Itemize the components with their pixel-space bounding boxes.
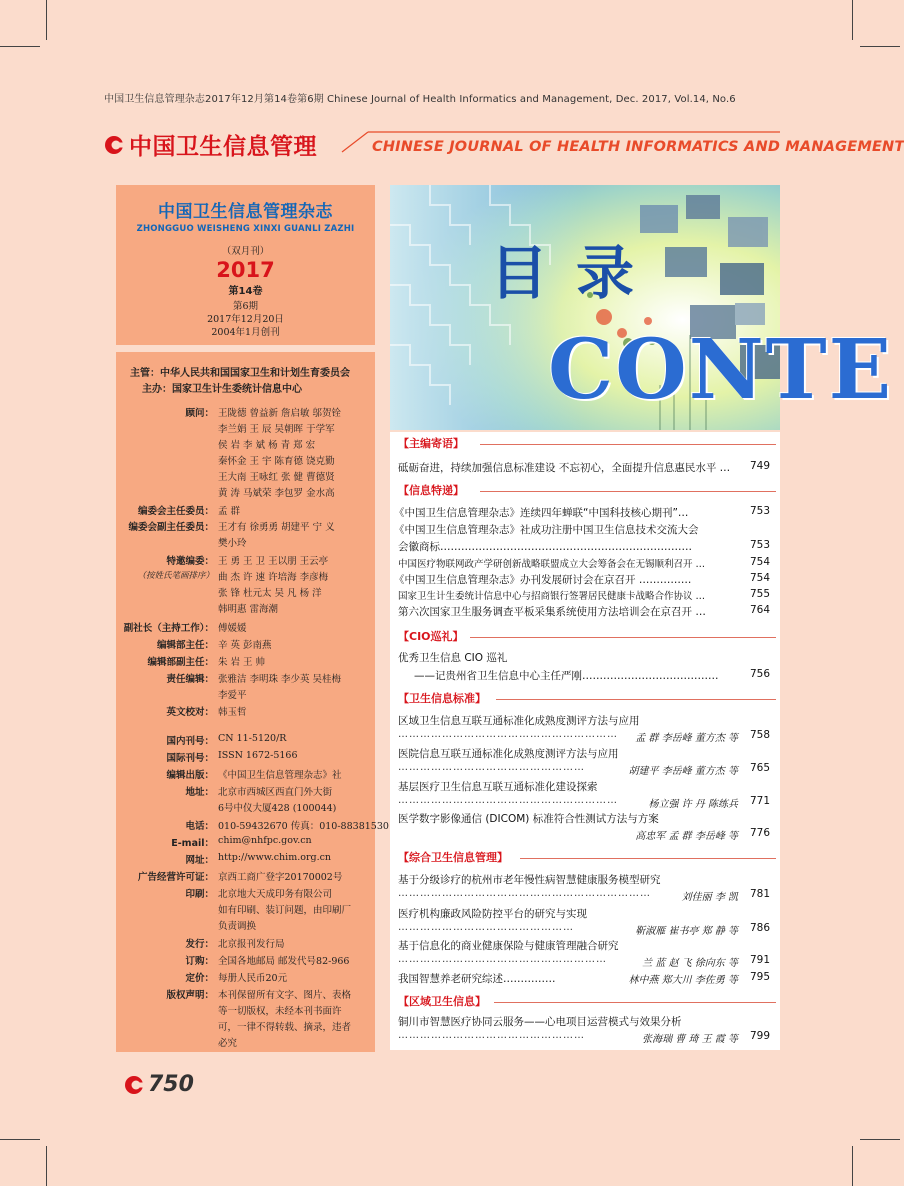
contents-title-cn: 目录 bbox=[490, 239, 663, 307]
toc-page: 749 bbox=[749, 460, 770, 472]
address-label: 地址： bbox=[185, 787, 214, 798]
deputy: 傅媛媛 bbox=[218, 623, 247, 634]
deputy-label: 副社长（主持工作）： bbox=[123, 623, 214, 634]
advisors-line: 侯 岩 李 斌 杨 青 郑 宏 bbox=[218, 440, 316, 451]
toc-page: 771 bbox=[749, 795, 770, 807]
special-editors-line: 张 锋 杜元太 吴 凡 杨 洋 bbox=[218, 588, 322, 599]
price-label: 定价： bbox=[185, 973, 214, 984]
toc-page: 799 bbox=[749, 1030, 770, 1042]
toc-authors: 杨立强 许 丹 陈练兵 bbox=[648, 799, 738, 810]
dept-head: 辛 英 彭南燕 bbox=[218, 640, 272, 651]
crop-mark bbox=[0, 1139, 40, 1140]
toc-page: 756 bbox=[749, 668, 770, 680]
page-number bbox=[124, 1072, 194, 1097]
distribution: 北京报刊发行局 bbox=[218, 939, 285, 950]
print-line: 负责调换 bbox=[218, 921, 257, 932]
advisors-label: 顾问： bbox=[185, 408, 214, 419]
section-rule bbox=[470, 637, 776, 638]
contents-title-en: CONTE bbox=[548, 322, 894, 418]
print-label: 印刷： bbox=[185, 889, 214, 900]
section-rule bbox=[480, 444, 776, 445]
running-header: 中国卫生信息管理杂志2017年12月第14卷第6期 Chinese Journal of Health Informatics and Management, Dec. 2017, Vol.14, No.6 bbox=[104, 94, 736, 105]
founded: 2004年1月创刊 bbox=[211, 327, 280, 338]
toc-authors: 林中燕 郑大川 李佐勇 等 bbox=[628, 975, 738, 986]
section-heading: 【卫生信息标准】 bbox=[398, 692, 486, 705]
toc-authors: 张海瑞 曹 琦 王 霞 等 bbox=[642, 1034, 738, 1045]
toc-page: 754 bbox=[749, 556, 770, 568]
publisher-label: 编辑出版： bbox=[166, 770, 214, 781]
section-heading: 【区域卫生信息】 bbox=[398, 995, 486, 1008]
toc-entry[interactable]: 区域卫生信息互联互通标准化成熟度测评方法与应用 bbox=[398, 715, 640, 727]
print-line: 北京地大天成印务有限公司 bbox=[218, 889, 333, 900]
organizer-line: 主办：国家卫生计生委统计信息中心 bbox=[142, 384, 302, 395]
advisors-line: 王陇德 曾益新 詹启敏 邬贺铨 bbox=[218, 408, 342, 419]
website[interactable]: http://www.chim.org.cn bbox=[218, 852, 332, 863]
advisors-line: 李兰娟 王 辰 吴朝晖 于学军 bbox=[218, 424, 335, 435]
toc-entry[interactable]: ——记贵州省卫生信息中心主任严刚………………………………… bbox=[414, 670, 719, 682]
dept-vice-label: 编辑部副主任： bbox=[147, 657, 214, 668]
web-label: 网址： bbox=[185, 855, 214, 866]
toc-page: 764 bbox=[749, 604, 770, 616]
crop-mark bbox=[0, 46, 40, 47]
leader-dots: …………………………………………… bbox=[398, 1030, 585, 1041]
distribution-label: 发行： bbox=[185, 939, 214, 950]
section-rule bbox=[496, 699, 776, 700]
toc-entry[interactable]: 《中国卫生信息管理杂志》社成功注册中国卫生信息技术交流大会 bbox=[394, 524, 699, 536]
toc-entry[interactable]: 基于分级诊疗的杭州市老年慢性病智慧健康服务模型研究 bbox=[398, 874, 661, 886]
toc-page: 754 bbox=[749, 572, 770, 584]
address-line: 6号中仪大厦428 (100044) bbox=[218, 803, 337, 814]
publisher: 《中国卫生信息管理杂志》社 bbox=[218, 770, 342, 781]
email-label: E-mail： bbox=[171, 838, 214, 849]
toc-entry[interactable]: 会徽商标……………………………………………………………… bbox=[398, 541, 692, 553]
editors-line: 张雅洁 李明珠 李少英 吴桂梅 bbox=[218, 674, 342, 685]
toc-authors: 高忠军 孟 群 李岳峰 等 bbox=[635, 831, 738, 842]
toc-entry[interactable]: 中国医疗物联网政产学研创新战略联盟成立大会筹备会在无锡顺利召开 … bbox=[398, 559, 706, 570]
issn-number: ISSN 1672-5166 bbox=[218, 750, 298, 761]
advisors-line: 秦怀金 王 宇 陈育德 饶克勤 bbox=[218, 456, 335, 467]
toc-entry[interactable]: 第六次国家卫生服务调查平板采集系统使用方法培训会在京召开 … bbox=[398, 606, 706, 618]
order: 全国各地邮局 邮发代号82-966 bbox=[218, 956, 350, 967]
volume: 第14卷 bbox=[228, 286, 263, 297]
page-logo-icon bbox=[124, 1075, 144, 1095]
crop-mark bbox=[46, 0, 47, 40]
copyright-line: 等一切版权，未经本刊书面许 bbox=[218, 1006, 342, 1017]
editorial-chair: 孟 群 bbox=[218, 506, 241, 517]
toc-entry[interactable]: 《中国卫生信息管理杂志》连续四年蝉联“中国科技核心期刊”… bbox=[394, 507, 689, 519]
ad-license-label: 广告经营许可证： bbox=[137, 872, 214, 883]
ad-license: 京西工商广登字20170002号 bbox=[218, 872, 343, 883]
toc-entry[interactable]: 基于信息化的商业健康保险与健康管理融合研究 bbox=[398, 940, 619, 952]
toc-authors: 胡建平 李岳峰 董方杰 等 bbox=[628, 766, 738, 777]
cn-label: 国内刊号： bbox=[166, 736, 214, 747]
brand bbox=[104, 128, 317, 161]
section-heading: 【综合卫生信息管理】 bbox=[398, 851, 508, 864]
toc-entry[interactable]: 铜川市智慧医疗协同云服务——心电项目运营模式与效果分析 bbox=[398, 1016, 682, 1028]
special-editors-note: （按姓氏笔画排序） bbox=[137, 571, 214, 581]
proof-label: 英文校对： bbox=[166, 707, 214, 718]
address-line: 北京市西城区西直门外大街 bbox=[218, 787, 333, 798]
editors-line: 李爱平 bbox=[218, 690, 247, 701]
toc-authors: 孟 群 李岳峰 董方杰 等 bbox=[635, 733, 738, 744]
sponsor-line: 主管：中华人民共和国国家卫生和计划生育委员会 bbox=[130, 368, 350, 379]
journal-title: 中国卫生信息管理杂志 bbox=[158, 202, 333, 222]
email[interactable]: chim@nhfpc.gov.cn bbox=[218, 835, 312, 846]
crop-mark bbox=[852, 0, 853, 40]
price: 每册人民币20元 bbox=[218, 973, 288, 984]
section-rule bbox=[520, 858, 776, 859]
year: 2017 bbox=[216, 258, 275, 282]
issue-date: 2017年12月20日 bbox=[207, 314, 284, 325]
special-editors-label: 特邀编委： bbox=[166, 556, 214, 567]
section-heading: 【主编寄语】 bbox=[398, 437, 464, 450]
logo-icon bbox=[104, 135, 124, 155]
toc-authors: 兰 蓝 赵 飞 徐向东 等 bbox=[642, 958, 738, 969]
toc-entry[interactable]: 医学数字影像通信 (DICOM) 标准符合性测试方法与方案 bbox=[398, 813, 659, 825]
toc-page: 755 bbox=[749, 588, 770, 600]
copyright-line: 必究 bbox=[218, 1038, 238, 1049]
leader-dots: ………………………………………… bbox=[398, 922, 574, 933]
toc-page: 786 bbox=[749, 922, 770, 934]
toc-page: 791 bbox=[749, 954, 770, 966]
leader-dots: …………………………………………………… bbox=[398, 795, 618, 806]
section-heading: 【信息特递】 bbox=[398, 484, 464, 497]
phone: 010-59432670 传真：010-88381530 bbox=[218, 821, 389, 832]
toc-entry[interactable]: 医院信息互联互通标准化成熟度测评方法与应用 bbox=[398, 748, 619, 760]
toc-entry[interactable]: 医疗机构廉政风险防控平台的研究与实现 bbox=[398, 908, 587, 920]
toc-page: 753 bbox=[749, 505, 770, 517]
toc-entry[interactable]: 国家卫生计生委统计信息中心与招商银行签署居民健康卡战略合作协议 … bbox=[398, 591, 706, 602]
special-editors-line: 韩明惠 雷海潮 bbox=[218, 604, 279, 615]
toc-entry[interactable]: 基层医疗卫生信息互联互通标准化建设探索 bbox=[398, 781, 598, 793]
table-of-contents bbox=[390, 432, 780, 1050]
toc-page: 758 bbox=[749, 729, 770, 741]
copyright-line: 可，一律不得转载、摘录，违者 bbox=[218, 1022, 352, 1033]
brand-title-cn: 中国卫生信息管理 bbox=[129, 134, 317, 160]
copyright-line: 本刊保留所有文字、图片、表格 bbox=[218, 990, 352, 1001]
special-editors-line: 曲 杰 许 速 许培海 李彦梅 bbox=[218, 572, 329, 583]
phone-label: 电话： bbox=[185, 821, 214, 832]
brand-title-en: CHINESE JOURNAL OF HEALTH INFORMATICS AND MANAGEMENT bbox=[372, 139, 904, 155]
toc-page: 795 bbox=[749, 971, 770, 983]
crop-mark bbox=[852, 1146, 853, 1186]
vice-chair-label: 编委会副主任委员： bbox=[128, 522, 214, 533]
special-editors-line: 王 勇 王 卫 王以朋 王云亭 bbox=[218, 556, 329, 567]
toc-page: 753 bbox=[749, 539, 770, 551]
toc-authors: 刘佳丽 李 凯 bbox=[681, 892, 738, 903]
masthead bbox=[116, 185, 375, 345]
order-label: 订购： bbox=[185, 956, 214, 967]
toc-entry[interactable]: 优秀卫生信息 CIO 巡礼 bbox=[398, 652, 508, 664]
leader-dots: ………………………………………………… bbox=[398, 954, 607, 965]
journal-pinyin: ZHONGGUO WEISHENG XINXI GUANLI ZAZHI bbox=[136, 224, 355, 234]
crop-mark bbox=[860, 46, 900, 47]
toc-page: 776 bbox=[749, 827, 770, 839]
section-rule bbox=[480, 491, 776, 492]
dept-head-label: 编辑部主任： bbox=[156, 640, 214, 651]
leader-dots: …………………………………………………… bbox=[398, 729, 618, 740]
vice-chair-line: 王才有 徐勇勇 胡建平 宁 义 bbox=[218, 522, 335, 533]
leader-dots: …………………………………………… bbox=[398, 762, 585, 773]
advisors-line: 王大南 王咏红 张 健 曹德贤 bbox=[218, 472, 335, 483]
toc-authors: 靳淑雁 崔书亭 郑 静 等 bbox=[635, 926, 738, 937]
editorial-chair-label: 编委会主任委员： bbox=[137, 506, 214, 517]
toc-entry[interactable]: 砥砺奋进，持续加强信息标准建设 不忘初心，全面提升信息惠民水平 … bbox=[398, 462, 731, 474]
issn-label: 国际刊号： bbox=[166, 753, 214, 764]
copyright-label: 版权声明： bbox=[166, 990, 214, 1001]
cn-number: CN 11-5120/R bbox=[218, 733, 287, 744]
toc-entry[interactable]: 《中国卫生信息管理杂志》办刊发展研讨会在京召开 …………… bbox=[394, 574, 692, 586]
section-heading: 【CIO巡礼】 bbox=[398, 630, 464, 643]
dept-vice: 朱 岩 王 帅 bbox=[218, 657, 266, 668]
crop-mark bbox=[860, 1139, 900, 1140]
colophon bbox=[116, 352, 389, 1052]
crop-mark bbox=[46, 1146, 47, 1186]
toc-page: 781 bbox=[749, 888, 770, 900]
vice-chair-line: 樊小玲 bbox=[218, 538, 247, 549]
frequency: （双月刊） bbox=[221, 246, 270, 257]
issue: 第6期 bbox=[232, 301, 259, 312]
toc-page: 765 bbox=[749, 762, 770, 774]
leader-dots: …………………………………………………………… bbox=[398, 888, 651, 899]
print-line: 如有印刷、装订问题，由印刷厂 bbox=[218, 905, 352, 916]
advisors-line: 黄 涛 马斌荣 李包罗 金水高 bbox=[218, 488, 335, 499]
editors-label: 责任编辑： bbox=[166, 674, 214, 685]
toc-entry[interactable]: 我国智慧养老研究综述…………… bbox=[398, 973, 556, 985]
proof: 韩玉哲 bbox=[218, 707, 247, 718]
page-number-text: 750 bbox=[148, 1072, 194, 1097]
section-rule bbox=[494, 1002, 776, 1003]
